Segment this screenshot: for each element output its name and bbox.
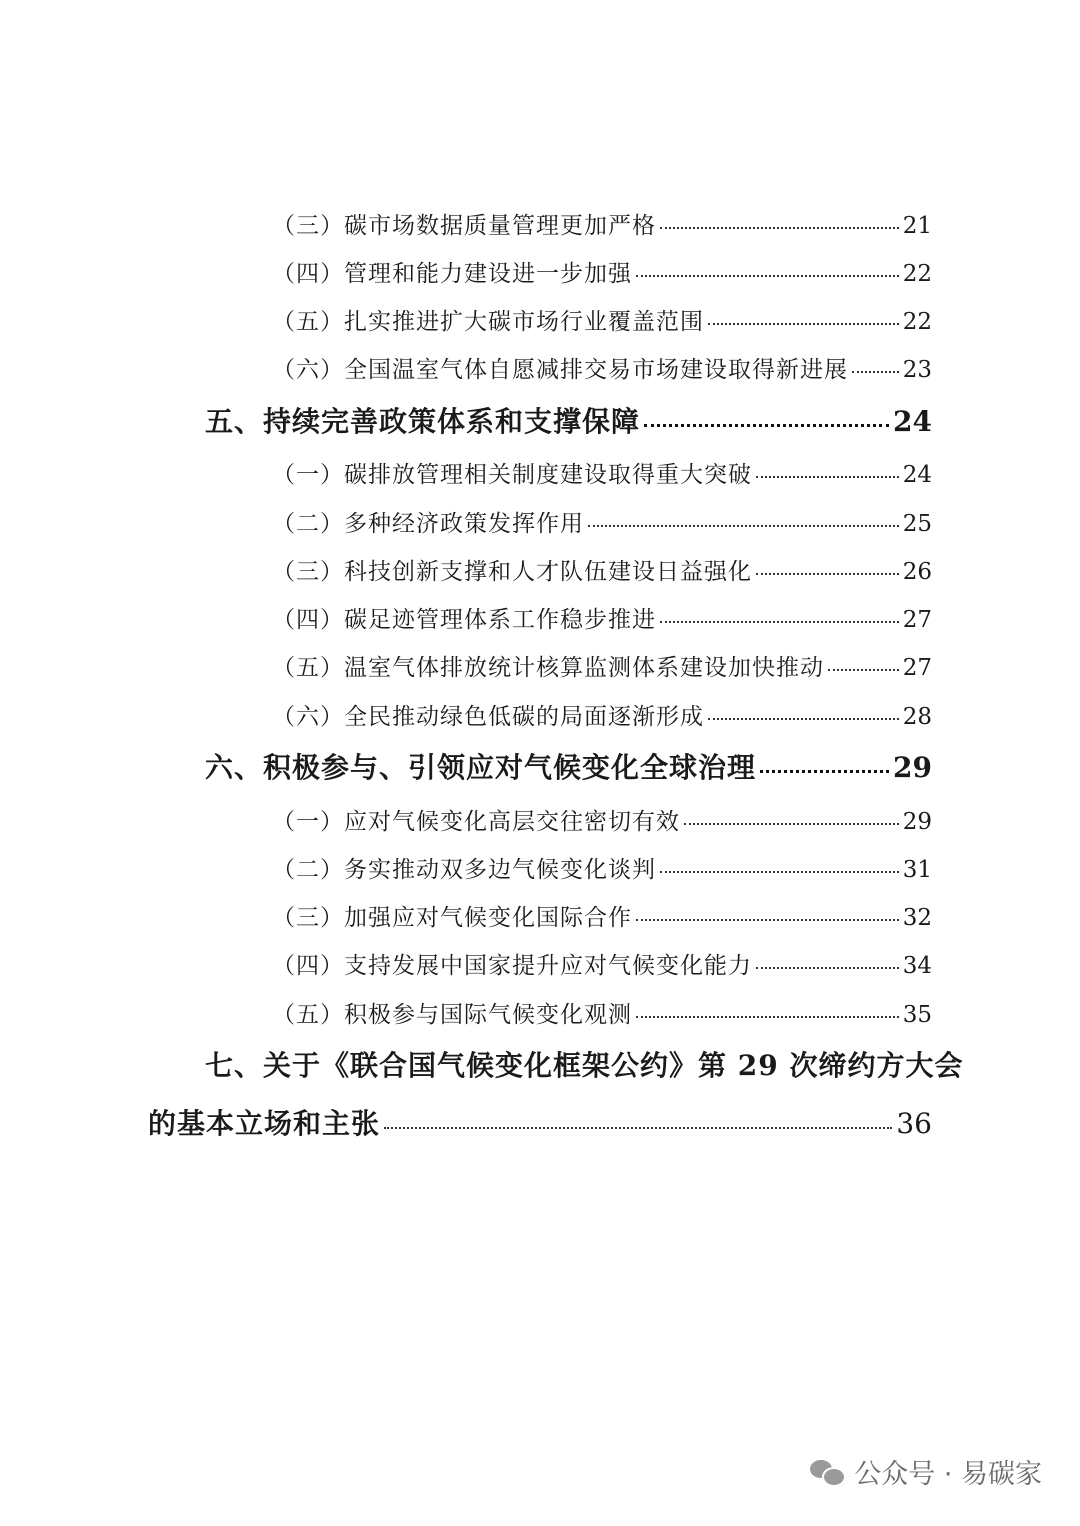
wechat-icon <box>810 1458 844 1486</box>
toc-section-heading[interactable]: 五、持续完善政策体系和支撑保障 24 <box>205 405 932 438</box>
toc-entry[interactable]: （二）务实推动双多边气候变化谈判 31 <box>272 857 932 883</box>
toc-entry[interactable]: （五）积极参与国际气候变化观测 35 <box>272 1002 932 1028</box>
toc-entry[interactable]: （二）多种经济政策发挥作用 25 <box>272 511 932 537</box>
toc-entry[interactable]: （四）管理和能力建设进一步加强 22 <box>272 261 932 287</box>
watermark <box>810 1452 1042 1491</box>
toc-entry[interactable]: （六）全国温室气体自愿减排交易市场建设取得新进展 23 <box>272 357 932 383</box>
toc-entry[interactable]: （六）全民推动绿色低碳的局面逐渐形成 28 <box>272 704 932 730</box>
toc-entry[interactable]: （四）碳足迹管理体系工作稳步推进 27 <box>272 607 932 633</box>
toc-entry[interactable]: （三）加强应对气候变化国际合作 32 <box>272 905 932 931</box>
toc-section-heading-line1[interactable]: 七、关于《联合国气候变化框架公约》第 29 次缔约方大会 <box>205 1049 964 1082</box>
toc-entry[interactable]: （一）应对气候变化高层交往密切有效 29 <box>272 809 932 835</box>
toc-entry[interactable]: （三）碳市场数据质量管理更加严格 21 <box>272 213 932 239</box>
toc-entry[interactable]: （五）扎实推进扩大碳市场行业覆盖范围 22 <box>272 309 932 335</box>
toc-section-heading-line2[interactable]: 的基本立场和主张 36 <box>148 1107 932 1140</box>
toc-entry[interactable]: （五）温室气体排放统计核算监测体系建设加快推动 27 <box>272 655 932 681</box>
toc-entry[interactable]: （一）碳排放管理相关制度建设取得重大突破 24 <box>272 462 932 488</box>
toc-section-heading[interactable]: 六、积极参与、引领应对气候变化全球治理 29 <box>205 751 932 784</box>
toc-entry[interactable]: （三）科技创新支撑和人才队伍建设日益强化 26 <box>272 559 932 585</box>
watermark-text: 公众号 · 易碳家 <box>854 1459 1042 1490</box>
toc-entry[interactable]: （四）支持发展中国家提升应对气候变化能力 34 <box>272 953 932 979</box>
